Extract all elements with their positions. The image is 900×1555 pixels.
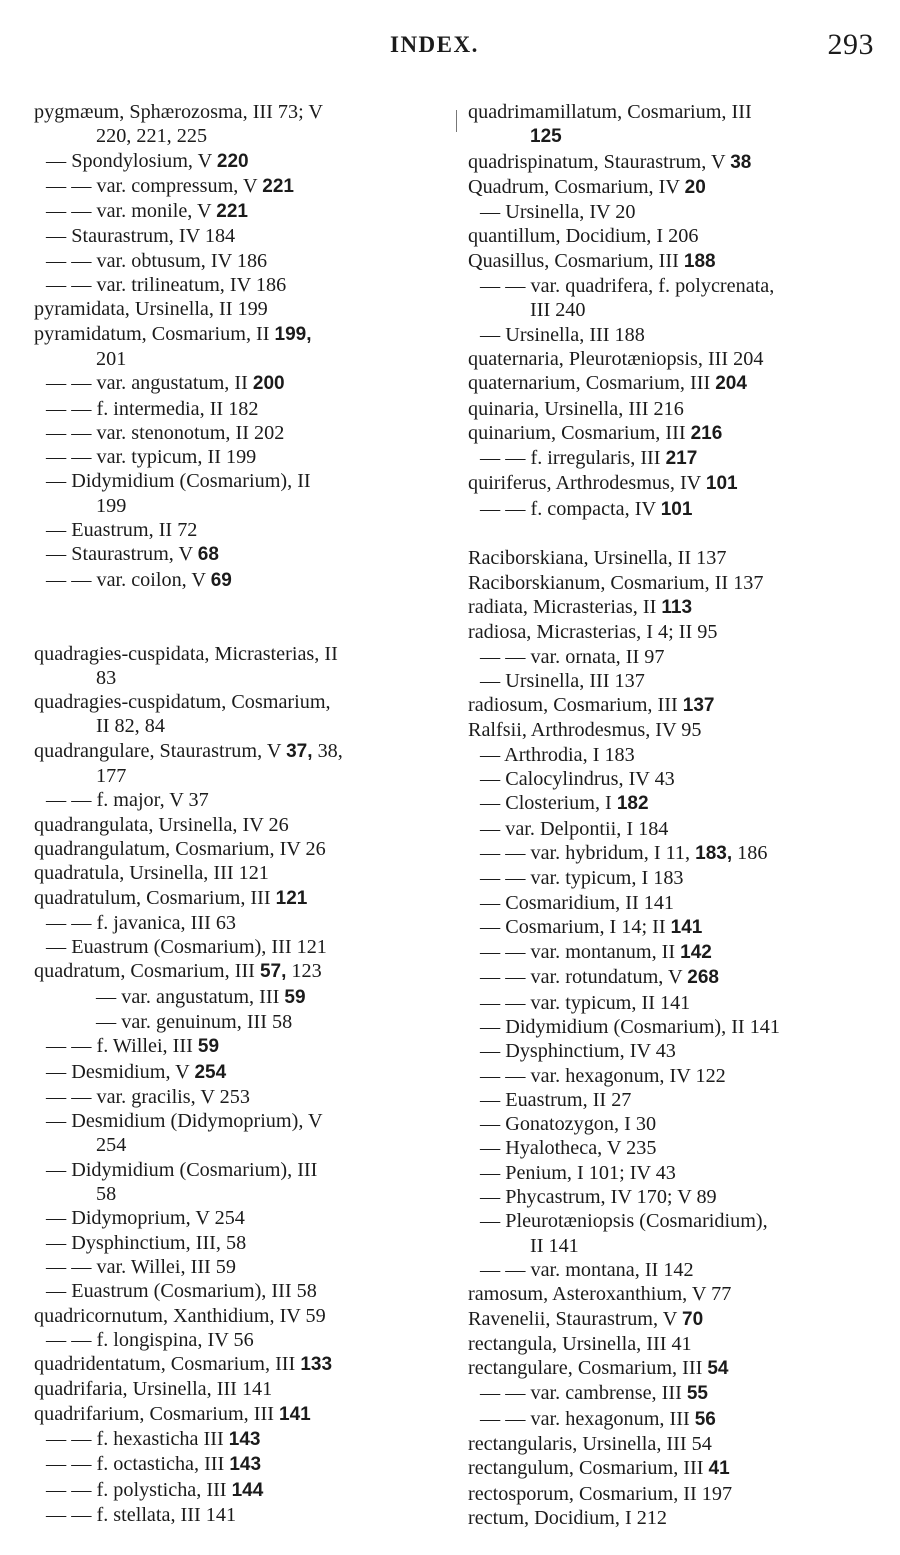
- running-title: INDEX.: [390, 32, 479, 57]
- index-entry: [468, 347, 886, 371]
- index-subentry: [34, 445, 440, 469]
- entry-text: quadrifaria, Ursinella, III 141: [34, 1378, 273, 1401]
- entry-text: — — f. compacta, IV: [480, 497, 661, 520]
- entry-text: pygmæum, Sphærozosma, III 73; V: [34, 101, 323, 123]
- index-subentry: [468, 1209, 886, 1233]
- index-subentry: [34, 542, 440, 567]
- index-subentry: [468, 1136, 886, 1160]
- entry-text: — Cosmaridium, II 141: [480, 891, 675, 914]
- index-entry: [468, 150, 886, 175]
- entry-text: — — f. hexasticha III: [46, 1428, 229, 1451]
- index-entry: [468, 571, 886, 595]
- entry-text: 83: [96, 666, 117, 689]
- index-entry: [468, 1506, 886, 1530]
- bold-page-ref: 141: [279, 1403, 311, 1425]
- index-subentry: [468, 1258, 886, 1282]
- index-subentry: [468, 1161, 886, 1185]
- entry-text: radiosa, Micrasterias, I 4; II 95: [468, 621, 718, 644]
- entry-text: quadratum, Cosmarium, III: [34, 960, 260, 983]
- bold-page-ref: 37,: [286, 740, 313, 762]
- index-subentry: [34, 1255, 440, 1279]
- entry-text: — Euastrum (Cosmarium), III 58: [46, 1280, 317, 1303]
- index-subentry: [468, 817, 886, 841]
- index-entry: [34, 1304, 440, 1328]
- entry-text: — Spondylosium, V: [46, 149, 217, 172]
- entry-text: rectum, Docidium, I 212: [468, 1506, 668, 1529]
- entry-text: ramosum, Asteroxanthium, V 77: [468, 1283, 732, 1306]
- index-subentry: [34, 1060, 440, 1085]
- index-subentry: [34, 174, 440, 199]
- entry-text: pyramidatum, Cosmarium, II: [34, 322, 275, 345]
- index-entry: [34, 322, 440, 347]
- index-entry: [468, 1307, 886, 1332]
- entry-text: — — var. montana, II 142: [480, 1258, 694, 1281]
- entry-text: 254: [96, 1134, 127, 1157]
- index-entry: [468, 1482, 886, 1506]
- index-subentry: [468, 965, 886, 990]
- entry-text: — — var. Willei, III 59: [46, 1255, 236, 1278]
- index-subentry: [468, 1064, 886, 1088]
- entry-text: — Dysphinctium, IV 43: [480, 1040, 676, 1063]
- bold-page-ref: 57,: [259, 961, 287, 983]
- bold-page-ref: 54: [707, 1358, 729, 1380]
- entry-text-tail: 123: [286, 960, 322, 983]
- index-entry: [34, 100, 440, 124]
- index-entry: [34, 1402, 440, 1427]
- index-subentry: [34, 371, 440, 396]
- index-entry: [468, 546, 886, 570]
- bold-page-ref: 183,: [695, 842, 733, 864]
- index-entry: [34, 886, 440, 911]
- index-subentry: [34, 1231, 440, 1255]
- index-subentry: [34, 397, 440, 421]
- index-entry: [468, 175, 886, 200]
- entry-text: — Euastrum (Cosmarium), III 121: [46, 936, 327, 959]
- entry-text: quadragies-cuspidatum, Cosmarium,: [34, 691, 331, 714]
- index-subentry: [468, 915, 886, 940]
- index-entry: [34, 813, 440, 837]
- entry-text: — Pleurotæniopsis (Cosmaridium),: [480, 1210, 768, 1233]
- index-entry: [468, 620, 886, 644]
- bold-page-ref: 56: [694, 1408, 716, 1430]
- bold-page-ref: 113: [661, 596, 693, 618]
- entry-text: — Closterium, I: [480, 792, 617, 815]
- entry-text: Raciborskiana, Ursinella, II 137: [468, 547, 727, 570]
- index-subentry: [468, 891, 886, 915]
- entry-text: — — f. major, V 37: [46, 789, 209, 812]
- index-subentry: [34, 224, 440, 248]
- entry-text: quaternarium, Cosmarium, III: [468, 372, 716, 395]
- bold-page-ref: 199,: [274, 323, 312, 345]
- bold-page-ref: 69: [210, 569, 232, 591]
- bold-page-ref: 144: [231, 1479, 264, 1501]
- index-subentry: [34, 911, 440, 935]
- entry-text: Quadrum, Cosmarium, IV: [468, 175, 685, 198]
- index-subentry: [468, 1381, 886, 1406]
- index-entry: [34, 1352, 440, 1377]
- entry-text: quadrifarium, Cosmarium, III: [34, 1402, 279, 1425]
- bold-page-ref: 220: [216, 150, 249, 172]
- entry-text: quinarium, Cosmarium, III: [468, 421, 691, 444]
- entry-text: — — var. typicum, II 199: [46, 446, 257, 469]
- entry-text: quadratula, Ursinella, III 121: [34, 862, 269, 885]
- page-number: 293: [827, 28, 874, 61]
- entry-text: — Desmidium, V: [46, 1060, 195, 1083]
- entry-text: quadrispinatum, Staurastrum, V: [468, 150, 731, 173]
- index-entry-continuation: [34, 347, 440, 371]
- index-entry: [468, 471, 886, 496]
- entry-text: — — f. Willei, III: [46, 1035, 198, 1058]
- index-subentry: [34, 1109, 440, 1133]
- index-entry: [468, 224, 886, 248]
- index-entry: [34, 959, 440, 984]
- index-subentry: [468, 1185, 886, 1209]
- bold-page-ref: 68: [197, 544, 219, 566]
- entry-text: — Penium, I 101; IV 43: [480, 1161, 676, 1184]
- entry-text: 58: [96, 1183, 117, 1206]
- entry-text: — Arthrodia, I 183: [480, 743, 635, 766]
- bold-page-ref: 59: [284, 986, 306, 1008]
- index-entry: [468, 100, 886, 124]
- entry-text: — Didymoprium, V 254: [46, 1207, 245, 1230]
- index-entry-continuation: [34, 764, 440, 788]
- index-subentry: [34, 518, 440, 542]
- index-entry: [468, 595, 886, 620]
- index-entry-continuation: [34, 1182, 440, 1206]
- index-entry-continuation: [468, 1234, 886, 1258]
- index-subentry: [468, 1088, 886, 1112]
- entry-text: — — var. coilon, V: [46, 568, 211, 591]
- index-entry: [34, 837, 440, 861]
- running-head: [0, 28, 900, 68]
- entry-text: — — var. typicum, II 141: [480, 991, 691, 1014]
- bold-page-ref: 268: [687, 967, 719, 989]
- entry-text: — — var. trilineatum, IV 186: [46, 274, 287, 297]
- bold-page-ref: 200: [252, 373, 285, 395]
- bold-page-ref: 204: [715, 373, 747, 395]
- bold-page-ref: 142: [680, 942, 712, 964]
- index-subentry: [34, 421, 440, 445]
- entry-text: quantillum, Docidium, I 206: [468, 225, 699, 248]
- index-entry: [468, 421, 886, 446]
- entry-text: — — f. stellata, III 141: [46, 1503, 237, 1526]
- entry-text: quiriferus, Arthrodesmus, IV: [468, 472, 706, 495]
- index-subentry: [468, 1015, 886, 1039]
- index-entry: [468, 249, 886, 274]
- entry-text: Raciborskianum, Cosmarium, II 137: [468, 571, 764, 594]
- entry-text: rectangula, Ursinella, III 41: [468, 1332, 692, 1355]
- entry-text: — Phycastrum, IV 170; V 89: [480, 1186, 717, 1209]
- bold-page-ref: 254: [194, 1061, 227, 1083]
- index-subentry: [34, 1158, 440, 1182]
- entry-text: quadrimamillatum, Cosmarium, III: [468, 101, 752, 123]
- bold-page-ref: 182: [616, 793, 649, 815]
- bold-page-ref: 137: [682, 695, 715, 717]
- bold-page-ref: 143: [229, 1454, 262, 1476]
- index-entry: [468, 1282, 886, 1306]
- index-subentry: [468, 743, 886, 767]
- entry-text: — — f. javanica, III 63: [46, 911, 237, 934]
- index-entry: [468, 371, 886, 396]
- entry-text: 177: [96, 765, 127, 788]
- index-subentry: [468, 767, 886, 791]
- entry-text-tail: 186: [732, 841, 768, 864]
- entry-text: — — var. montanum, II: [480, 941, 681, 964]
- entry-text: — Didymidium (Cosmarium), II 141: [480, 1015, 780, 1038]
- index-subentry: [468, 841, 886, 866]
- entry-text: — — var. obtusum, IV 186: [46, 249, 268, 272]
- entry-text: — — var. cambrense, III: [480, 1382, 687, 1405]
- entry-text: — — var. hexagonum, IV 122: [480, 1064, 726, 1087]
- index-entry-continuation: [468, 124, 886, 149]
- index-entry: [34, 642, 440, 666]
- index-entry-continuation: [34, 714, 440, 738]
- index-subentry: [34, 1427, 440, 1452]
- index-subentry: [34, 1478, 440, 1503]
- index-subentry: [468, 991, 886, 1015]
- entry-text: quinaria, Ursinella, III 216: [468, 397, 684, 420]
- index-column-right: [468, 100, 886, 1530]
- entry-text: — Euastrum, II 72: [46, 519, 198, 542]
- index-entry: [468, 397, 886, 421]
- index-subentry: [34, 149, 440, 174]
- index-subentry: [34, 1279, 440, 1303]
- entry-text: rectosporum, Cosmarium, II 197: [468, 1482, 733, 1505]
- index-entry-continuation: [34, 1133, 440, 1157]
- index-entry: [468, 718, 886, 742]
- entry-text: — Didymidium (Cosmarium), III: [46, 1158, 318, 1181]
- entry-text: — — var. hybridum, I 11,: [480, 841, 696, 864]
- bold-page-ref: 133: [300, 1354, 333, 1376]
- entry-text: — Cosmarium, I 14; II: [480, 915, 671, 938]
- index-subentry: [468, 669, 886, 693]
- bold-page-ref: 221: [216, 201, 248, 223]
- entry-text: — — var. compressum, V: [46, 174, 263, 197]
- entry-text: — — var. ornata, II 97: [480, 645, 665, 668]
- bold-page-ref: 121: [275, 887, 308, 909]
- index-subentry: [468, 497, 886, 522]
- entry-text: — Staurastrum, V: [46, 543, 198, 566]
- index-subentry: [34, 788, 440, 812]
- bold-page-ref: 101: [705, 473, 738, 495]
- entry-text: — — var. angustatum, II: [46, 372, 253, 395]
- entry-text: Quasillus, Cosmarium, III: [468, 249, 684, 272]
- index-subentry: [34, 273, 440, 297]
- entry-text: 199: [96, 494, 127, 517]
- entry-text: — var. genuinum, III 58: [96, 1010, 293, 1033]
- entry-text: — var. angustatum, III: [96, 985, 285, 1008]
- index-entry: [34, 690, 440, 714]
- index-subentry: [34, 1328, 440, 1352]
- index-entry: [468, 1456, 886, 1481]
- entry-text: — Calocylindrus, IV 43: [480, 768, 675, 791]
- entry-text: II 141: [530, 1234, 579, 1257]
- bold-page-ref: 125: [530, 126, 562, 148]
- entry-text: — — var. hexagonum, III: [480, 1407, 695, 1430]
- index-subentry: [468, 791, 886, 816]
- entry-text: quaternaria, Pleurotæniopsis, III 204: [468, 347, 764, 370]
- entry-text-tail: 38,: [312, 739, 343, 762]
- entry-text: II 82, 84: [96, 715, 165, 738]
- entry-text: — — var. typicum, I 183: [480, 867, 684, 890]
- index-subentry: [468, 1039, 886, 1063]
- bold-page-ref: 38: [730, 151, 752, 173]
- bold-page-ref: 141: [670, 916, 703, 938]
- entry-text: — Dysphinctium, III, 58: [46, 1231, 247, 1254]
- entry-text: radiosum, Cosmarium, III: [468, 694, 683, 717]
- index-entry-continuation: [34, 666, 440, 690]
- index-subentry: [34, 1206, 440, 1230]
- entry-text: quadrangulare, Staurastrum, V: [34, 739, 287, 762]
- index-subentry: [34, 568, 440, 593]
- index-entry: [468, 1356, 886, 1381]
- entry-text: — — var. rotundatum, V: [480, 966, 688, 989]
- index-subentry: [468, 1407, 886, 1432]
- bold-page-ref: 143: [228, 1429, 261, 1451]
- entry-text: 201: [96, 347, 127, 370]
- bold-page-ref: 55: [686, 1383, 708, 1405]
- index-subentry: [468, 274, 886, 298]
- entry-text: — Ursinella, IV 20: [480, 201, 636, 224]
- entry-text: — — f. longispina, IV 56: [46, 1328, 254, 1351]
- index-subentry: [468, 645, 886, 669]
- index-entry: [468, 1432, 886, 1456]
- entry-text: — Hyalotheca, V 235: [480, 1137, 657, 1160]
- entry-text: — Ursinella, III 188: [480, 323, 645, 346]
- bold-page-ref: 216: [690, 422, 723, 444]
- index-entry: [34, 1377, 440, 1401]
- entry-text: quadratulum, Cosmarium, III: [34, 886, 276, 909]
- bold-page-ref: 59: [197, 1036, 220, 1058]
- index-subentry: [34, 1085, 440, 1109]
- index-subentry: [34, 1034, 440, 1059]
- entry-text: — — f. irregularis, III: [480, 447, 666, 470]
- entry-text: III 240: [530, 299, 586, 322]
- index-column-left: [34, 100, 440, 1527]
- index-subentry: [468, 866, 886, 890]
- entry-text: — — var. quadrifera, f. polycrenata,: [480, 275, 775, 298]
- entry-text: Ravenelii, Staurastrum, V: [468, 1307, 682, 1330]
- entry-text: — — f. intermedia, II 182: [46, 397, 259, 420]
- entry-text: quadridentatum, Cosmarium, III: [34, 1353, 301, 1376]
- entry-text: — Euastrum, II 27: [480, 1088, 632, 1111]
- index-entry-continuation: [34, 124, 440, 148]
- index-subentry: [34, 249, 440, 273]
- bold-page-ref: 41: [708, 1458, 730, 1480]
- entry-text: — Ursinella, III 137: [480, 669, 645, 692]
- bold-page-ref: 101: [660, 498, 693, 520]
- entry-text: 220, 221, 225: [96, 125, 208, 148]
- index-entry-continuation: [468, 298, 886, 322]
- index-entry: [468, 693, 886, 718]
- index-subentry: [468, 446, 886, 471]
- entry-text: — Staurastrum, IV 184: [46, 225, 236, 248]
- index-entry: [34, 297, 440, 321]
- index-subentry: [34, 1452, 440, 1477]
- bold-page-ref: 217: [665, 448, 698, 470]
- entry-text: quadrangulata, Ursinella, IV 26: [34, 813, 289, 836]
- entry-text: — — var. monile, V: [46, 200, 217, 223]
- entry-text: — — var. gracilis, V 253: [46, 1085, 250, 1108]
- index-subentry: [34, 469, 440, 493]
- index-subentry: [34, 199, 440, 224]
- index-entry: [34, 861, 440, 885]
- entry-text: quadricornutum, Xanthidium, IV 59: [34, 1304, 326, 1327]
- index-subentry: [468, 323, 886, 347]
- index-entry-continuation: [34, 1010, 440, 1034]
- bold-page-ref: 188: [683, 250, 716, 272]
- entry-text: pyramidata, Ursinella, II 199: [34, 298, 268, 321]
- entry-text: — var. Delpontii, I 184: [480, 817, 669, 840]
- entry-text: — Desmidium (Didymoprium), V: [46, 1110, 323, 1133]
- bold-page-ref: 70: [682, 1308, 704, 1330]
- column-rule: [456, 110, 457, 132]
- index-subentry: [34, 1503, 440, 1527]
- entry-text: — Gonatozygon, I 30: [480, 1113, 657, 1136]
- index-entry-continuation: [34, 494, 440, 518]
- entry-text: — — var. stenonotum, II 202: [46, 421, 285, 444]
- index-entry-continuation: [34, 985, 440, 1010]
- index-subentry: [468, 940, 886, 965]
- bold-page-ref: 20: [684, 176, 706, 198]
- entry-text: quadragies-cuspidata, Micrasterias, II: [34, 642, 338, 665]
- entry-text: rectangularis, Ursinella, III 54: [468, 1433, 712, 1456]
- index-subentry: [468, 1112, 886, 1136]
- entry-text: — Didymidium (Cosmarium), II: [46, 470, 311, 493]
- index-subentry: [468, 200, 886, 224]
- entry-text: quadrangulatum, Cosmarium, IV 26: [34, 837, 326, 860]
- entry-text: — — f. polysticha, III: [46, 1478, 232, 1501]
- index-entry: [34, 739, 440, 764]
- entry-text: rectangulare, Cosmarium, III: [468, 1357, 708, 1380]
- bold-page-ref: 221: [262, 175, 294, 197]
- index-entry: [468, 1332, 886, 1356]
- entry-text: — — f. octasticha, III: [46, 1453, 230, 1476]
- entry-text: rectangulum, Cosmarium, III: [468, 1457, 709, 1480]
- index-subentry: [34, 935, 440, 959]
- entry-text: radiata, Micrasterias, II: [468, 595, 662, 618]
- entry-text: Ralfsii, Arthrodesmus, IV 95: [468, 719, 702, 742]
